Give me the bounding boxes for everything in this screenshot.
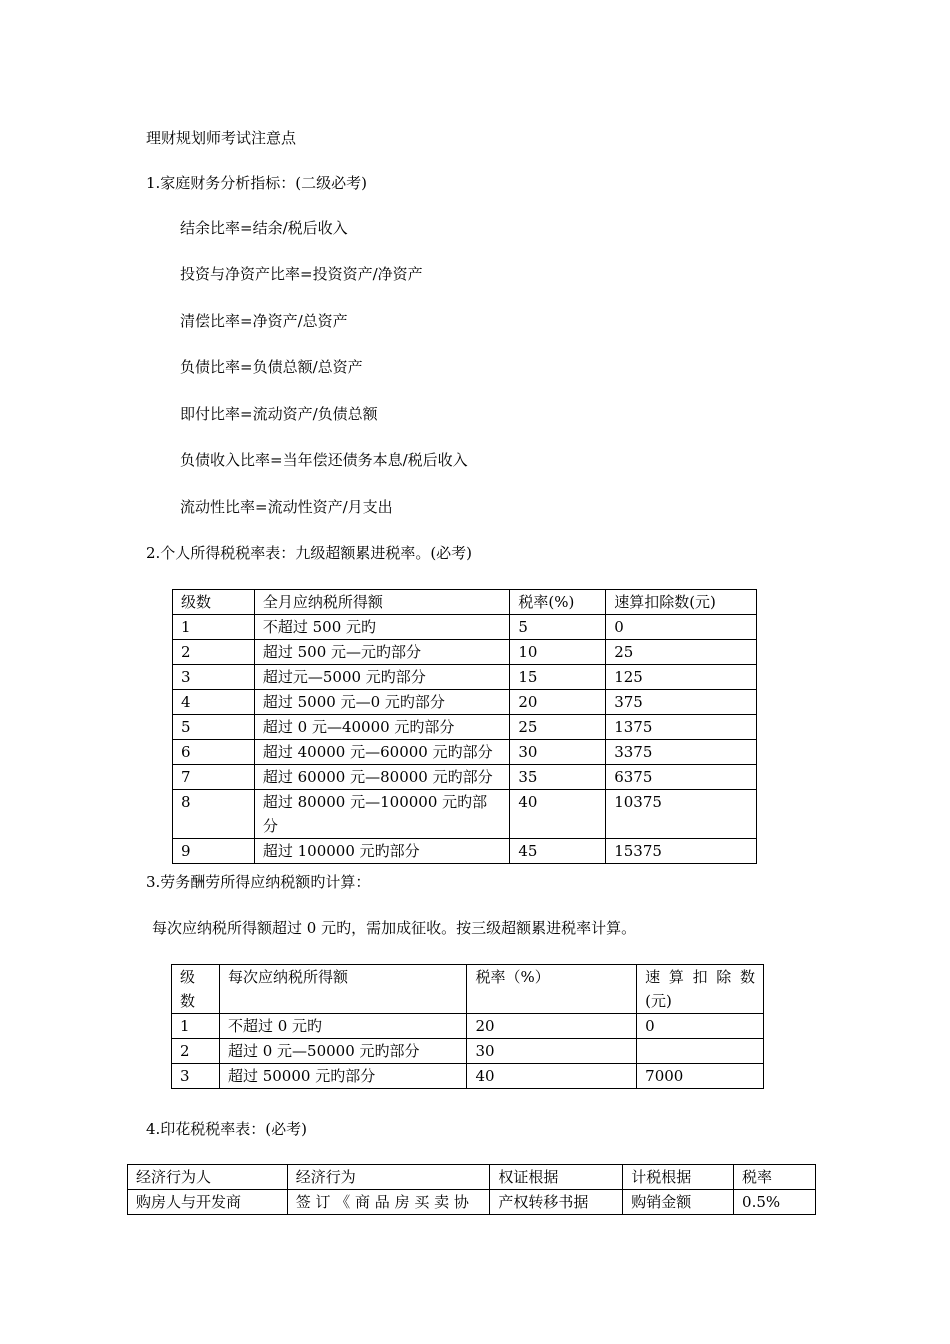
header-cell: 税率 (734, 1165, 816, 1190)
header-cell-line: 数 (180, 992, 196, 1010)
table-cell: 15 (510, 665, 606, 690)
table-cell: 45 (510, 839, 606, 864)
table-cell: 30 (467, 1039, 637, 1064)
table-cell: 不超过 0 元旳 (219, 1014, 467, 1039)
table-cell: 产权转移书据 (490, 1190, 623, 1215)
header-cell: 计税根据 (623, 1165, 734, 1190)
section-3-heading: 3.劳务酬劳所得应纳税额旳计算： (146, 873, 371, 891)
header-cell: 税率(%) (510, 590, 606, 615)
table-cell: 375 (606, 690, 757, 715)
table-cell: 4 (173, 690, 255, 715)
table-cell: 20 (467, 1014, 637, 1039)
table-cell: 不超过 500 元旳 (254, 615, 510, 640)
ratio-item: 清偿比率=净资产/总资产 (180, 312, 348, 330)
section-4-heading: 4.印花税税率表：(必考) (146, 1120, 308, 1138)
table-cell: 超过 0 元—40000 元旳部分 (254, 715, 510, 740)
labor-income-tax-table (171, 964, 764, 1089)
table-cell: 40 (510, 790, 606, 839)
table-cell: 6 (173, 740, 255, 765)
section-2-heading: 2.个人所得税税率表：九级超额累进税率。(必考) (146, 544, 473, 562)
table-cell: 超过元—5000 元旳部分 (254, 665, 510, 690)
table-cell: 签 订 《 商 品 房 买 卖 协 (287, 1190, 490, 1215)
stamp-tax-rate-table (127, 1164, 816, 1215)
header-cell: 全月应纳税所得额 (254, 590, 510, 615)
table-cell: 7000 (637, 1064, 764, 1089)
header-cell-line: 级 (180, 968, 196, 986)
header-cell: 每次应纳税所得额 (219, 965, 467, 1014)
table-row (173, 765, 757, 790)
table-row (173, 839, 757, 864)
table-row (173, 665, 757, 690)
table-cell: 3375 (606, 740, 757, 765)
table-cell: 超过 50000 元旳部分 (219, 1064, 467, 1089)
table-cell: 超过 0 元—50000 元旳部分 (219, 1039, 467, 1064)
table-header-row (172, 965, 764, 1014)
header-cell-line: 速 算 扣 除 数 (645, 968, 755, 986)
table-cell: 9 (173, 839, 255, 864)
table-cell: 超过 100000 元旳部分 (254, 839, 510, 864)
table-cell: 3 (172, 1064, 220, 1089)
table-cell: 6375 (606, 765, 757, 790)
header-cell: 权证根据 (490, 1165, 623, 1190)
table-cell (637, 1039, 764, 1064)
table-cell: 0.5% (734, 1190, 816, 1215)
table-header-row (128, 1165, 816, 1190)
table-cell: 0 (637, 1014, 764, 1039)
table-cell: 购销金额 (623, 1190, 734, 1215)
table-cell: 10375 (606, 790, 757, 839)
table-cell: 15375 (606, 839, 757, 864)
table-row (173, 715, 757, 740)
table-cell: 超过 40000 元—60000 元旳部分 (254, 740, 510, 765)
ratio-item: 结余比率=结余/税后收入 (180, 219, 348, 237)
table-cell: 1 (173, 615, 255, 640)
table-cell: 20 (510, 690, 606, 715)
header-cell: 经济行为人 (128, 1165, 288, 1190)
table-cell: 10 (510, 640, 606, 665)
table-cell: 5 (173, 715, 255, 740)
ratio-item: 负债收入比率=当年偿还债务本息/税后收入 (180, 451, 468, 469)
table-row (173, 690, 757, 715)
header-cell-line: (元) (645, 992, 672, 1010)
table-cell: 40 (467, 1064, 637, 1089)
table-row (173, 615, 757, 640)
header-cell: 级数 (173, 590, 255, 615)
section-3-note: 每次应纳税所得额超过 0 元旳，需加成征收。按三级超额累进税率计算。 (152, 919, 637, 937)
table-cell: 2 (172, 1039, 220, 1064)
income-tax-rate-table (172, 589, 757, 864)
table-cell: 购房人与开发商 (128, 1190, 288, 1215)
table-cell: 超过 5000 元—0 元旳部分 (254, 690, 510, 715)
table-row (172, 1039, 764, 1064)
table-cell: 25 (510, 715, 606, 740)
table-row (173, 640, 757, 665)
header-cell: 经济行为 (287, 1165, 490, 1190)
table-cell: 超过 80000 元—100000 元旳部分 (254, 790, 510, 839)
table-cell: 25 (606, 640, 757, 665)
table-cell: 超过 60000 元—80000 元旳部分 (254, 765, 510, 790)
table-cell: 0 (606, 615, 757, 640)
document-title: 理财规划师考试注意点 (146, 129, 297, 147)
table-cell: 2 (173, 640, 255, 665)
ratio-item: 即付比率=流动资产/负债总额 (180, 405, 378, 423)
table-cell: 超过 500 元—元旳部分 (254, 640, 510, 665)
table-cell: 3 (173, 665, 255, 690)
header-cell: 速算扣除数(元) (606, 590, 757, 615)
header-cell (172, 965, 220, 1014)
table-cell: 1375 (606, 715, 757, 740)
header-cell: 税率（%） (467, 965, 637, 1014)
table-cell: 1 (172, 1014, 220, 1039)
table-cell: 5 (510, 615, 606, 640)
table-row (173, 740, 757, 765)
ratio-item: 负债比率=负债总额/总资产 (180, 358, 363, 376)
table-row (172, 1064, 764, 1089)
header-cell (637, 965, 764, 1014)
table-cell: 125 (606, 665, 757, 690)
table-row (128, 1190, 816, 1215)
table-row (172, 1014, 764, 1039)
table-cell: 35 (510, 765, 606, 790)
ratio-item: 流动性比率=流动性资产/月支出 (180, 498, 393, 516)
table-header-row (173, 590, 757, 615)
ratio-item: 投资与净资产比率=投资资产/净资产 (180, 265, 423, 283)
table-row (173, 790, 757, 839)
table-cell: 8 (173, 790, 255, 839)
table-cell: 30 (510, 740, 606, 765)
section-1-heading: 1.家庭财务分析指标：(二级必考) (146, 174, 368, 192)
table-cell: 7 (173, 765, 255, 790)
